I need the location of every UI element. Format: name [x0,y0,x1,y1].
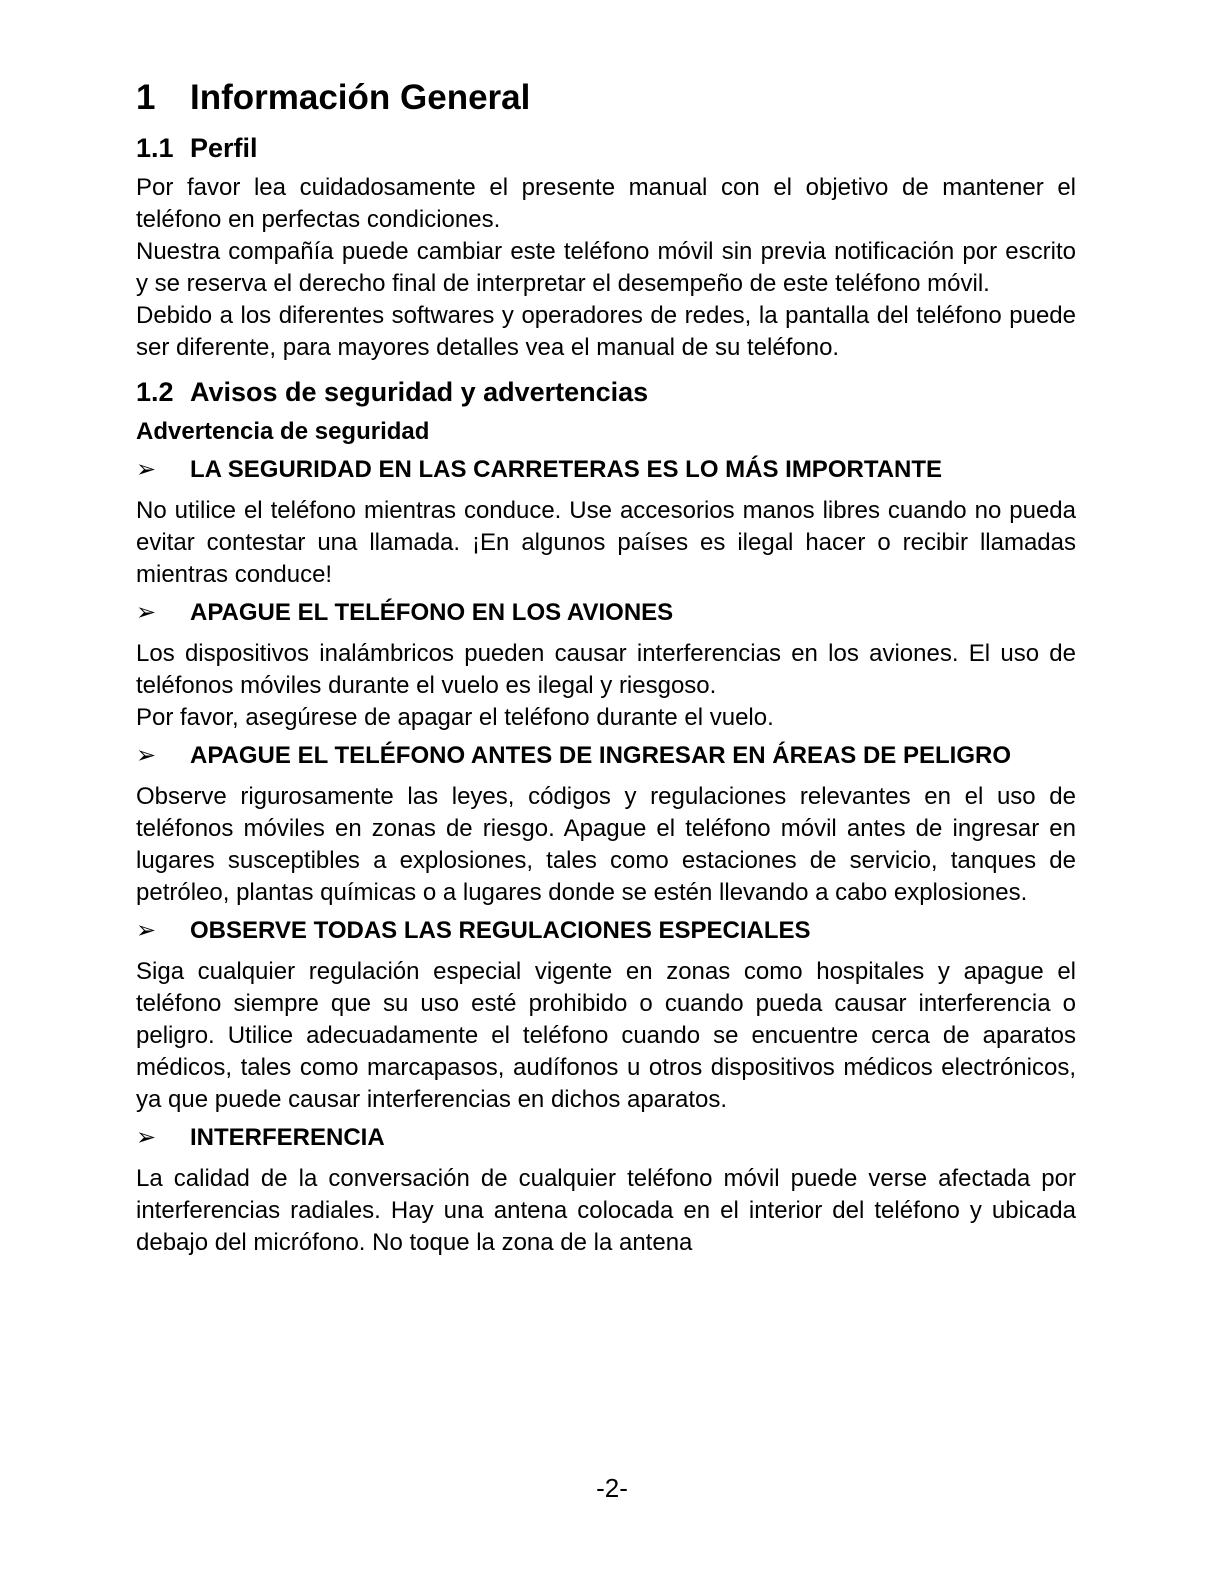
paragraph: Los dispositivos inalámbricos pueden causar interferencias en los aviones. El uso de teléfonos móviles durante el vuelo es ilegal y riesgoso. [136,640,1076,699]
section-heading-perfil [136,130,1076,166]
warning-title: OBSERVE TODAS LAS REGULACIONES ESPECIALES [190,917,811,944]
arrow-bullet-icon: ➢ [136,742,157,769]
chapter-title: Información General [190,78,531,117]
paragraph: Por favor lea cuidadosamente el presente manual con el objetivo de mantener el teléfono en perfectas condiciones. [136,174,1076,233]
warning-heading [136,597,1076,628]
section-number: 1.2 [136,377,174,407]
warning-heading [136,1122,1076,1153]
warning-heading [136,915,1076,946]
page-number: -2- [596,1473,628,1503]
warning-heading [136,454,1076,485]
warning-title: APAGUE EL TELÉFONO EN LOS AVIONES [190,599,674,626]
paragraph: Siga cualquier regulación especial vigente en zonas como hospitales y apague el teléfono siempre que su uso esté prohibido o cuando pueda causar interferencia o peligro. Utilice adecuadamente el teléfono cuando se encuentre cerca de aparatos médicos, tales como marcapasos, audífonos u otros dispositivos médicos electrónicos, ya que puede causar interferencias en dichos aparatos. [136,958,1076,1113]
section-title: Perfil [190,133,258,163]
warning-title: INTERFERENCIA [190,1124,385,1151]
arrow-bullet-icon: ➢ [136,1124,157,1151]
warning-heading [136,740,1076,771]
section-heading-avisos [136,374,1076,410]
arrow-bullet-icon: ➢ [136,456,157,483]
paragraph: Por favor, asegúrese de apagar el teléfono durante el vuelo. [136,704,774,731]
subheading: Advertencia de seguridad [136,418,430,445]
warning-title: APAGUE EL TELÉFONO ANTES DE INGRESAR EN ÁREAS DE PELIGRO [190,742,1011,769]
document-page [136,76,1076,1259]
paragraph: La calidad de la conversación de cualquier teléfono móvil puede verse afectada por interferencias radiales. Hay una antena colocada en el interior del teléfono y ubicada debajo del micrófono. No toque la zona de la antena [136,1165,1076,1256]
chapter-heading [136,76,1076,120]
section-title: Avisos de seguridad y advertencias [190,377,649,407]
warning-title: LA SEGURIDAD EN LAS CARRETERAS ES LO MÁS IMPORTANTE [190,456,943,483]
paragraph: No utilice el teléfono mientras conduce. Use accesorios manos libres cuando no pueda evitar contestar una llamada. ¡En algunos países es ilegal hacer o recibir llamadas mientras conduce! [136,497,1076,588]
arrow-bullet-icon: ➢ [136,917,157,944]
arrow-bullet-icon: ➢ [136,599,157,626]
chapter-number: 1 [136,78,156,117]
section-number: 1.1 [136,133,174,163]
paragraph: Debido a los diferentes softwares y operadores de redes, la pantalla del teléfono puede ser diferente, para mayores detalles vea el manual de su teléfono. [136,302,1076,361]
paragraph: Nuestra compañía puede cambiar este teléfono móvil sin previa notificación por escrito y se reserva el derecho final de interpretar el desempeño de este teléfono móvil. [136,238,1076,297]
paragraph: Observe rigurosamente las leyes, códigos y regulaciones relevantes en el uso de teléfonos móviles en zonas de riesgo. Apague el teléfono móvil antes de ingresar en lugares susceptibles a explosiones, tales como estaciones de servicio, tanques de petróleo, plantas químicas o a lugares donde se estén llevando a cabo explosiones. [136,783,1076,906]
